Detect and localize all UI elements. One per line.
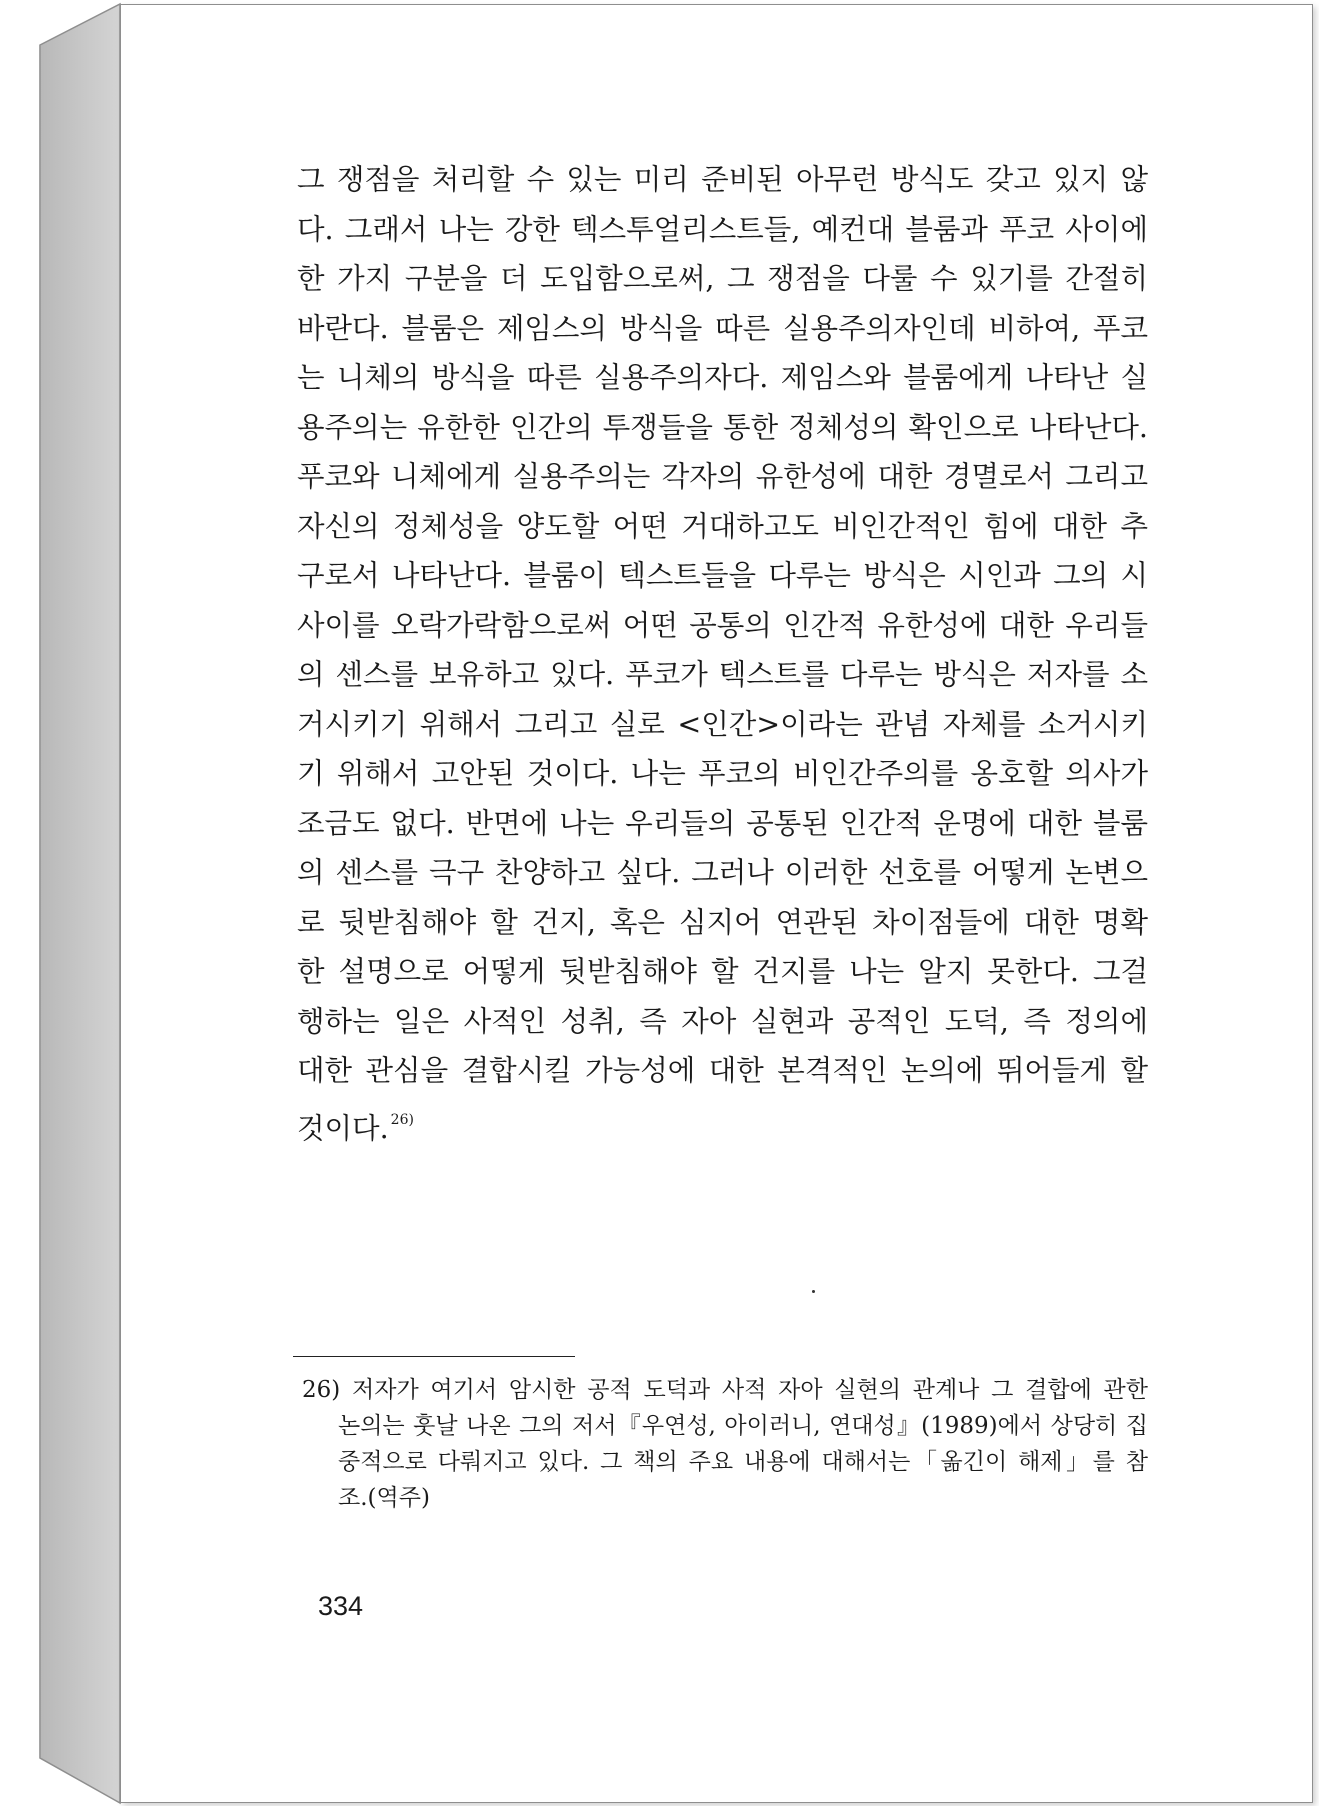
body-line: 거시키기 위해서 그리고 실로 <인간>이라는 관념 자체를 소거시키: [297, 707, 1148, 741]
body-line-last-text: 것이다.: [297, 1111, 389, 1145]
body-line: 그 쟁점을 처리할 수 있는 미리 준비된 아무런 방식도 갖고 있지 않: [297, 163, 1148, 196]
body-line: 의 센스를 보유하고 있다. 푸코가 텍스트를 다루는 방식은 저자를 소: [297, 658, 1148, 691]
body-line: 푸코와 니체에게 실용주의는 각자의 유한성에 대한 경멸로서 그리고: [297, 460, 1148, 493]
body-line: 바란다. 블룸은 제임스의 방식을 따른 실용주의자인데 비하여, 푸코: [297, 311, 1148, 345]
body-text: [297, 155, 1148, 1145]
footnote-line: 26) 저자가 여기서 암시한 공적 도덕과 사적 자아 실현의 관계나 그 결합에 관한: [302, 1377, 1148, 1403]
body-line: 자신의 정체성을 양도할 어떤 거대하고도 비인간적인 힘에 대한 추: [297, 509, 1148, 543]
body-line: 다. 그래서 나는 강한 텍스투얼리스트들, 예컨대 블룸과 푸코 사이에: [297, 212, 1148, 246]
body-line: 는 니체의 방식을 따른 실용주의자다. 제임스와 블룸에게 나타난 실: [297, 361, 1148, 394]
footnote: [302, 1372, 1148, 1516]
book-side-edge: [0, 0, 130, 1806]
body-line: 사이를 오락가락함으로써 어떤 공통의 인간적 유한성에 대한 우리들: [297, 608, 1148, 642]
footnote-reference[interactable]: 26): [390, 1111, 414, 1128]
footnote-line: 논의는 훗날 나온 그의 저서『우연성, 아이러니, 연대성』(1989)에서 상당히 집: [338, 1413, 1148, 1439]
footnote-line: 중적으로 다뤄지고 있다. 그 책의 주요 내용에 대해서는「옮긴이 해제」를 참: [338, 1449, 1148, 1475]
scan-speck: [812, 1290, 815, 1293]
footnote-divider: [293, 1356, 575, 1357]
body-line: 의 센스를 극구 찬양하고 싶다. 그러나 이러한 선호를 어떻게 논변으: [297, 856, 1148, 889]
body-line-last: [297, 1096, 1148, 1146]
body-line: 구로서 나타난다. 블룸이 텍스트들을 다루는 방식은 시인과 그의 시: [297, 559, 1148, 592]
body-line: 로 뒷받침해야 할 건지, 혹은 심지어 연관된 차이점들에 대한 명확: [297, 905, 1148, 939]
body-line: 대한 관심을 결합시킬 가능성에 대한 본격적인 논의에 뛰어들게 할: [297, 1054, 1148, 1087]
page-number: 334: [318, 1591, 364, 1621]
body-line: 조금도 없다. 반면에 나는 우리들의 공통된 인간적 운명에 대한 블룸: [297, 806, 1148, 840]
body-line: 한 설명으로 어떻게 뒷받침해야 할 건지를 나는 알지 못한다. 그걸: [297, 955, 1148, 988]
body-line: 기 위해서 고안된 것이다. 나는 푸코의 비인간주의를 옹호할 의사가: [297, 757, 1148, 790]
body-line: 행하는 일은 사적인 성취, 즉 자아 실현과 공적인 도덕, 즉 정의에: [297, 1004, 1148, 1038]
footnote-line: 조.(역주): [338, 1485, 430, 1511]
body-line: 한 가지 구분을 더 도입함으로써, 그 쟁점을 다룰 수 있기를 간절히: [297, 262, 1148, 295]
body-line: 용주의는 유한한 인간의 투쟁들을 통한 정체성의 확인으로 나타난다.: [297, 410, 1148, 444]
